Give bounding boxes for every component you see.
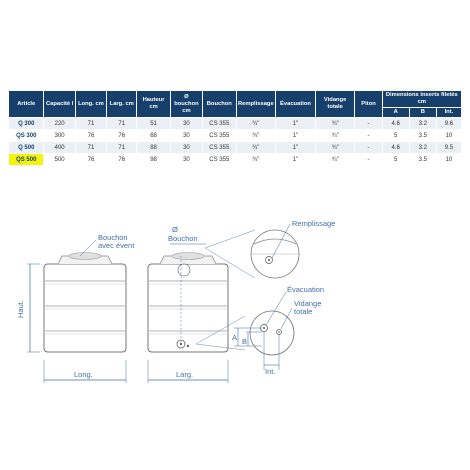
table-cell: 3.5 bbox=[409, 154, 436, 166]
tank-diagram bbox=[0, 220, 470, 470]
table-cell: 500 bbox=[44, 154, 75, 166]
front-view bbox=[16, 233, 135, 383]
col-dimensions-inserts: Dimensions inserts filetés cm bbox=[382, 91, 461, 108]
label-remplissage: Remplissage bbox=[292, 220, 336, 228]
cell-article: Q 500 bbox=[9, 142, 44, 154]
table-cell: ¾" bbox=[315, 130, 355, 142]
col-dim-a: A bbox=[382, 108, 409, 118]
table-cell: 9.6 bbox=[436, 118, 461, 130]
table-cell: CS 355 bbox=[203, 142, 236, 154]
table-cell: 30 bbox=[170, 118, 202, 130]
table-cell: 76 bbox=[107, 154, 137, 166]
table-body bbox=[9, 118, 462, 166]
table-cell: 5 bbox=[382, 154, 409, 166]
table-cell: ¾" bbox=[236, 142, 276, 154]
label-bouchon: Bouchon bbox=[168, 234, 198, 243]
table-cell: 3.5 bbox=[409, 130, 436, 142]
table-cell: 1" bbox=[276, 142, 316, 154]
table-cell: 98 bbox=[137, 154, 170, 166]
table-cell: 3.2 bbox=[409, 142, 436, 154]
label-diam: Ø bbox=[172, 225, 178, 234]
label-dim-int: Int. bbox=[265, 367, 276, 376]
table-cell: 76 bbox=[75, 130, 106, 142]
table-cell: 400 bbox=[44, 142, 75, 154]
table-cell: 10 bbox=[436, 154, 461, 166]
table-cell: - bbox=[355, 118, 382, 130]
table-header-row bbox=[9, 91, 462, 108]
col-evacuation: Évacuation bbox=[276, 91, 316, 118]
col-remplissage: Remplissage bbox=[236, 91, 276, 118]
table-cell: 71 bbox=[107, 142, 137, 154]
table-cell: 71 bbox=[107, 118, 137, 130]
table-cell: 5 bbox=[382, 130, 409, 142]
table-cell: 30 bbox=[170, 154, 202, 166]
table-cell: 30 bbox=[170, 142, 202, 154]
table-cell: ¾" bbox=[315, 142, 355, 154]
label-vidange-1: Vidange bbox=[294, 299, 322, 308]
table-cell: CS 355 bbox=[203, 154, 236, 166]
table-cell: ¾" bbox=[315, 118, 355, 130]
side-view bbox=[148, 225, 255, 383]
table-cell: 88 bbox=[137, 142, 170, 154]
col-dim-int: Int. bbox=[436, 108, 461, 118]
label-dim-b: B bbox=[242, 337, 248, 346]
table-cell: - bbox=[355, 154, 382, 166]
col-larg: Larg. cm bbox=[107, 91, 137, 118]
table-cell: 4.6 bbox=[382, 118, 409, 130]
label-bouchon-event-1: Bouchon bbox=[98, 233, 128, 242]
table-cell: 9.5 bbox=[436, 142, 461, 154]
col-article: Article bbox=[9, 91, 44, 118]
label-vidange-2: totale bbox=[294, 307, 313, 316]
table-cell: 10 bbox=[436, 130, 461, 142]
col-vidange: Vidange totale bbox=[315, 91, 355, 118]
label-evacuation: Évacuation bbox=[287, 285, 325, 294]
detail-evacuation bbox=[232, 285, 324, 376]
table-cell: ¾" bbox=[236, 130, 276, 142]
table-cell: 3.2 bbox=[409, 118, 436, 130]
table-row bbox=[9, 130, 462, 142]
table-cell: 220 bbox=[44, 118, 75, 130]
label-dim-a: A bbox=[232, 333, 238, 342]
detail-remplissage bbox=[251, 220, 335, 278]
table-cell: 71 bbox=[75, 142, 106, 154]
col-bouchon: Bouchon bbox=[203, 91, 236, 118]
table-cell: 68 bbox=[137, 130, 170, 142]
table-cell: 4.6 bbox=[382, 142, 409, 154]
table-cell: - bbox=[355, 130, 382, 142]
table-cell: ¾" bbox=[315, 154, 355, 166]
table-cell: ¾" bbox=[236, 154, 276, 166]
table-cell: 71 bbox=[75, 118, 106, 130]
table-cell: 76 bbox=[75, 154, 106, 166]
table-cell: 1" bbox=[276, 130, 316, 142]
label-long: Long. bbox=[74, 370, 93, 379]
table-cell: 1" bbox=[276, 154, 316, 166]
col-capacite: Capacité l bbox=[44, 91, 75, 118]
table-cell: 76 bbox=[107, 130, 137, 142]
label-bouchon-event-2: avec évent bbox=[98, 241, 135, 250]
table-row bbox=[9, 154, 462, 166]
cell-article: Q 300 bbox=[9, 118, 44, 130]
label-haut: Haut. bbox=[16, 300, 25, 318]
table-cell: 30 bbox=[170, 130, 202, 142]
table-cell: 1" bbox=[276, 118, 316, 130]
spec-table bbox=[8, 90, 462, 166]
table-cell: 300 bbox=[44, 130, 75, 142]
cell-article: QS 500 bbox=[9, 154, 44, 166]
cell-article: QS 300 bbox=[9, 130, 44, 142]
col-hauteur: Hauteur cm bbox=[137, 91, 170, 118]
col-diam-bouchon: Ø bouchon cm bbox=[170, 91, 202, 118]
table-row bbox=[9, 118, 462, 130]
table-row bbox=[9, 142, 462, 154]
label-larg: Larg. bbox=[176, 370, 194, 379]
col-piton: Piton bbox=[355, 91, 382, 118]
col-long: Long. cm bbox=[75, 91, 106, 118]
table-cell: CS 355 bbox=[203, 118, 236, 130]
table-cell: - bbox=[355, 142, 382, 154]
table-cell: 51 bbox=[137, 118, 170, 130]
table-cell: CS 355 bbox=[203, 130, 236, 142]
table-cell: ¾" bbox=[236, 118, 276, 130]
col-dim-b: B bbox=[409, 108, 436, 118]
